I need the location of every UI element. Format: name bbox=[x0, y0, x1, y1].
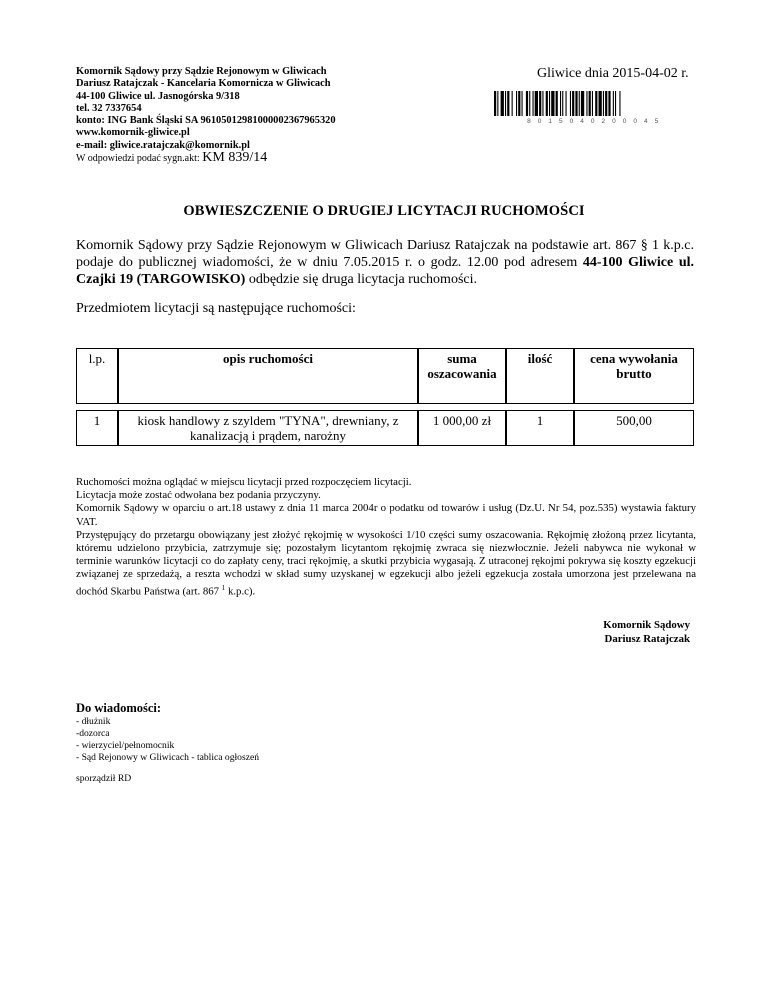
items-table bbox=[76, 342, 694, 452]
barcode-bar bbox=[575, 91, 577, 116]
barcode-bar bbox=[546, 91, 548, 116]
cell-quantity: 1 bbox=[506, 410, 574, 446]
subject-line: Przedmiotem licytacji są następujące ruchomości: bbox=[76, 301, 356, 316]
header-quantity: ilość bbox=[506, 348, 574, 404]
barcode-bar bbox=[501, 91, 504, 116]
table-header-row bbox=[76, 348, 694, 404]
barcode-bar bbox=[516, 91, 517, 116]
header-phone-line: tel. 32 7337654 bbox=[76, 102, 142, 114]
barcode-bar bbox=[507, 91, 509, 116]
list-item: - wierzyciel/pełnomocnik bbox=[76, 740, 175, 751]
barcode-bar bbox=[539, 91, 541, 116]
header-office-line: Komornik Sądowy przy Sądzie Rejonowym w Gliwicach bbox=[76, 66, 327, 77]
cell-valuation: 1 000,00 zł bbox=[418, 410, 506, 446]
header-website-line: www.komornik-gliwice.pl bbox=[76, 127, 190, 139]
note-cancellation: Licytacja może zostać odwołana bez podania przyczyny. bbox=[76, 489, 321, 502]
document-date: Gliwice dnia 2015-04-02 r. bbox=[537, 66, 689, 81]
distribution-title: Do wiadomości: bbox=[76, 701, 162, 715]
header-lp: l.p. bbox=[76, 348, 118, 404]
barcode-bar bbox=[549, 91, 550, 116]
note-closing: k.p.c). bbox=[225, 585, 256, 598]
barcode-bar bbox=[595, 91, 597, 116]
barcode-bar bbox=[613, 91, 614, 116]
list-item: - Sąd Rejonowy w Gliwicach - tablica ogłoszeń bbox=[76, 752, 260, 763]
cell-description: kiosk handlowy z szyldem "TYNA", drewniany, z kanalizacją i prądem, narożny bbox=[118, 410, 418, 446]
barcode-bar bbox=[522, 91, 523, 116]
header-description: opis ruchomości bbox=[118, 348, 418, 404]
note-superscript: 1 bbox=[221, 583, 226, 592]
list-item: -dozorca bbox=[76, 728, 110, 739]
barcode-bar bbox=[570, 91, 571, 116]
table-row bbox=[76, 410, 694, 446]
barcode-bar bbox=[529, 91, 530, 116]
barcode-bar bbox=[619, 91, 620, 116]
barcode-bar bbox=[560, 91, 561, 116]
barcode-bar bbox=[605, 91, 607, 116]
signature-name: Dariusz Ratajczak bbox=[604, 632, 690, 645]
barcode-bar bbox=[518, 91, 520, 116]
list-item: - dłużnik bbox=[76, 716, 111, 727]
barcode-bar bbox=[526, 91, 528, 116]
note-deposit bbox=[76, 529, 696, 599]
note-deposit-text: Przystępujący do przetargu obowiązany jest złożyć rękojmię w wysokości 1/10 części sumy oszacowania. Rękojmię złożoną przez licytanta, któremu udzielono przybicia, zatrzymuje się; pozostałym licytantom rękojmię zwraca się niezwłocznie. Jeżeli nabywca nie wykonał w terminie warunków licytacji co do zapłaty ceny, traci rękojmię, a skutki przybicia wygasają. Z utraconej rękojmi pokrywa się koszty egzekucji związanej ze sprzedażą, a reszta wchodzi w skład sumy uzyskanej w egzekucji albo jeżeli egzekucja została umorzona jest przelewana na dochód Skarbu Państwa (art. 867 bbox=[76, 528, 696, 598]
case-reference-number: KM 839/14 bbox=[202, 150, 268, 166]
barcode-bar bbox=[494, 91, 496, 116]
bailiff-header bbox=[76, 66, 336, 165]
barcode-bar bbox=[512, 91, 513, 116]
intro-paragraph bbox=[76, 237, 694, 288]
case-reference bbox=[76, 152, 336, 165]
barcode-digits: 8 0 1 5 0 4 0 2 0 0 0 4 5 bbox=[527, 118, 661, 125]
barcode-bar bbox=[535, 91, 538, 116]
barcode-bar bbox=[592, 91, 593, 116]
barcode-bar bbox=[572, 91, 574, 116]
header-name-line: Dariusz Ratajczak - Kancelaria Komornicza w Gliwicach bbox=[76, 78, 331, 90]
header-address-line: 44-100 Gliwice ul. Jasnogórska 9/318 bbox=[76, 90, 240, 102]
header-account-line: konto: ING Bank Śląski SA 96105012981000002367965320 bbox=[76, 115, 336, 127]
barcode-bar bbox=[566, 91, 567, 116]
barcode-bar bbox=[599, 91, 602, 116]
barcode-bar bbox=[542, 91, 543, 116]
header-email-line: e-mail: gliwice.ratajczak@komornik.pl bbox=[76, 139, 250, 151]
barcode-bar bbox=[556, 91, 558, 116]
notice-title: OBWIESZCZENIE O DRUGIEJ LICYTACJI RUCHOMOŚCI bbox=[183, 203, 585, 219]
barcode-bar bbox=[562, 91, 563, 116]
barcode-bar bbox=[589, 91, 591, 116]
note-viewing: Ruchomości można oglądać w miejscu licytacji przed rozpoczęciem licytacji. bbox=[76, 476, 412, 488]
header-starting-price: cena wywołania brutto bbox=[574, 348, 694, 404]
auction-notes bbox=[76, 476, 696, 598]
barcode-bar bbox=[608, 91, 610, 116]
signature-title: Komornik Sądowy bbox=[603, 619, 690, 631]
cell-starting-price: 500,00 bbox=[574, 410, 694, 446]
case-reference-label: W odpowiedzi podać sygn.akt: bbox=[76, 153, 200, 165]
barcode-bar bbox=[579, 91, 580, 116]
cell-lp: 1 bbox=[76, 410, 118, 446]
prepared-by: sporządził RD bbox=[76, 773, 132, 784]
barcode-bar bbox=[505, 91, 506, 116]
intro-text-part2: odbędzie się druga licytacja ruchomości. bbox=[245, 272, 478, 287]
intro-text-part1: Komornik Sądowy przy Sądzie Rejonowym w Gliwicach Dariusz Ratajczak na podstawie art. 867 § 1 k.p.c. podaje do publicznej wiadomości, że w dniu 7.05.2015 r. o godz. 12.00 pod adresem bbox=[76, 238, 694, 270]
note-vat: Komornik Sądowy w oparciu o art.18 ustawy z dnia 11 marca 2004r o podatku od towarów i usług (Dz.U. Nr 54, poz.535) wystawia faktury VAT. bbox=[76, 502, 696, 528]
barcode-bar bbox=[615, 91, 616, 116]
distribution-list bbox=[76, 716, 259, 764]
barcode-bar bbox=[497, 91, 498, 116]
barcode-bar bbox=[603, 91, 604, 116]
header-valuation: suma oszacowania bbox=[418, 348, 506, 404]
barcode-graphic bbox=[494, 91, 694, 125]
barcode-bar bbox=[586, 91, 587, 116]
barcode-bar bbox=[533, 91, 534, 116]
barcode bbox=[494, 91, 694, 125]
auction-address: 44-100 Gliwice ul. Czajki 19 (TARGOWISKO) bbox=[76, 255, 694, 287]
barcode-bar bbox=[581, 91, 584, 116]
barcode-bar bbox=[551, 91, 554, 116]
signature-block bbox=[560, 619, 690, 646]
